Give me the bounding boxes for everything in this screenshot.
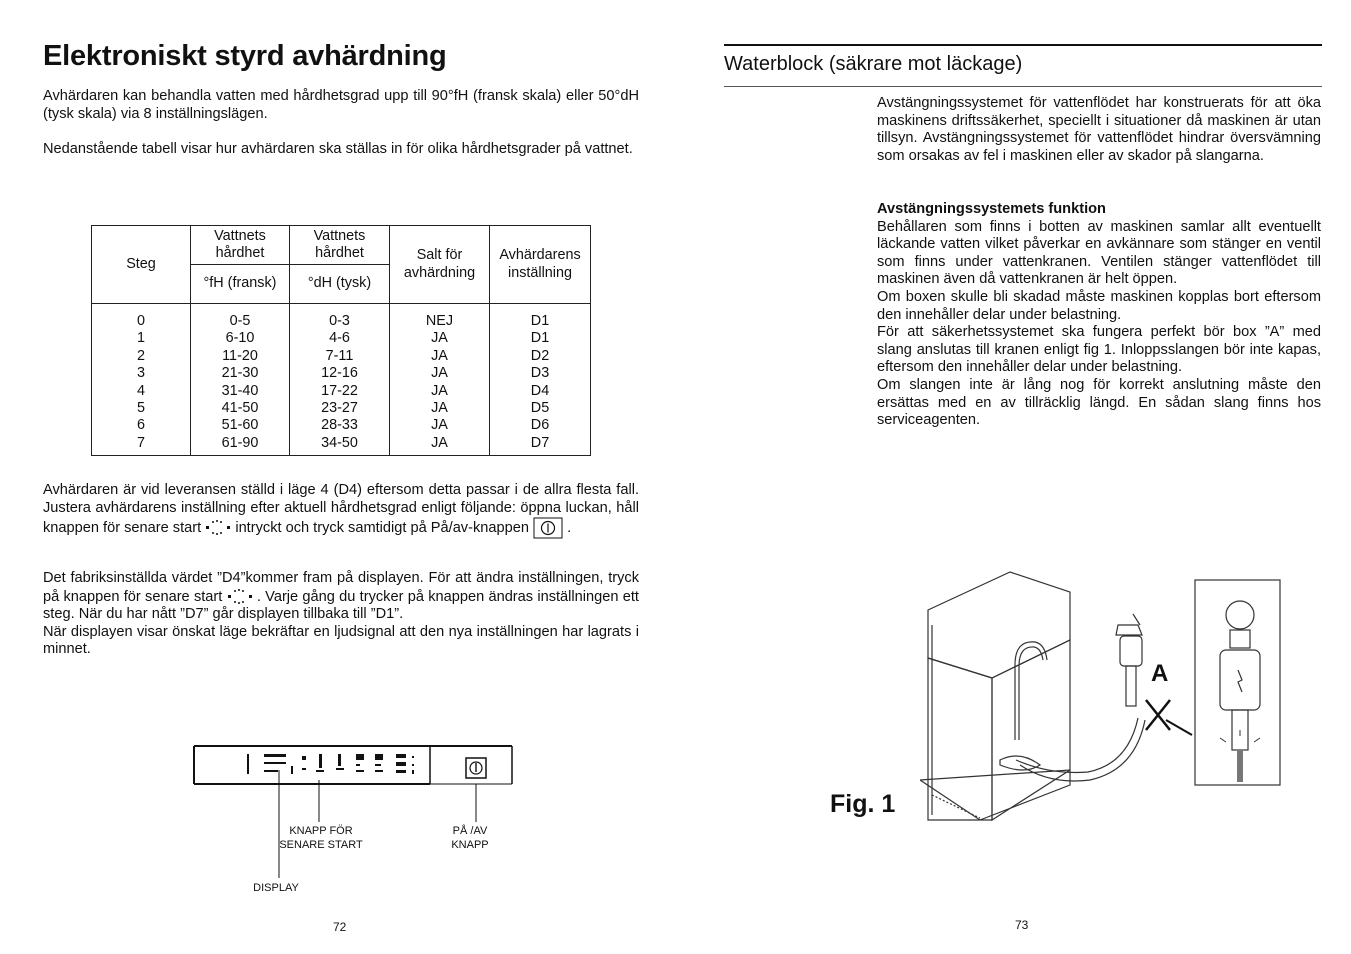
left-page-title: Elektroniskt styrd avhärdning <box>43 40 447 72</box>
label-line: SENARE START <box>279 839 363 851</box>
header-unit-fh: °fH (fransk) <box>191 265 290 304</box>
salt-value: JA <box>431 347 448 364</box>
setting-value: D1 <box>530 313 550 329</box>
delivery-paragraph <box>43 482 639 539</box>
dh-value: 23-27 <box>321 400 358 417</box>
dh-value: 34-50 <box>321 434 358 451</box>
dh-value: 4-6 <box>329 330 350 347</box>
delay-start-button-label <box>262 824 380 852</box>
dh-value: 7-11 <box>325 347 354 364</box>
column-dh-values <box>290 304 390 456</box>
setting-value: D2 <box>530 347 550 364</box>
factory-text-part2: . Varje gång du trycker på knappen ändras inställningen ett steg. När du har nått ”D7” går displayen tillbaka till ”D1”. <box>43 588 639 623</box>
intro-paragraph: Avhärdaren kan behandla vatten med hårdhetsgrad upp till 90°fH (fransk skala) eller 50°dH (tysk skala) via 8 inställningslägen. <box>43 88 639 122</box>
salt-value: JA <box>431 434 448 451</box>
box-damaged-text: Om boxen skulle bli skadad måste maskinen kopplas bort eftersom den innehåller delar under belastning. <box>877 288 1321 323</box>
setting-value: D5 <box>530 400 550 417</box>
box-connect-text: För att säkerhetssystemet ska fungera perfekt bör box ”A” med slang anslutas till kranen enligt fig 1. Inloppsslangen bör inte kapas, eftersom den innehåller delar under belastning. <box>877 324 1321 376</box>
hose-short-text: Om slangen inte är lång nog för korrekt anslutning måste den ersättas med en av tillräcklig längd. En sådan slang finns hos serviceagenten. <box>877 376 1321 429</box>
setting-value: D1 <box>530 330 550 347</box>
figure-label: Fig. 1 <box>830 790 896 818</box>
page-number-right: 73 <box>1015 918 1029 932</box>
salt-value: NEJ <box>425 313 454 329</box>
column-setting-values <box>490 304 591 456</box>
fh-value: 61-90 <box>221 434 259 451</box>
dh-value: 17-22 <box>321 382 358 399</box>
fh-value: 21-30 <box>221 365 259 382</box>
steg-value: 0 <box>136 313 145 329</box>
right-page-title: Waterblock (säkrare mot läckage) <box>724 53 1023 75</box>
fh-value: 11-20 <box>222 347 258 364</box>
display-label: DISPLAY <box>253 882 299 894</box>
steg-value: 2 <box>136 347 145 364</box>
setting-value: D4 <box>530 382 550 399</box>
dh-value: 12-16 <box>321 365 358 382</box>
waterblock-intro-paragraph: Avstängningssystemet för vattenflödet har konstruerats för att öka maskinens driftssäkerhet, speciellt i situationer då maskinen är utan tillsyn. Avstängningssystemet för vattenflödet hindrar översvämning som orsakas av fel i maskinen eller av skador på slangarna. <box>877 95 1321 164</box>
header-rule-bottom <box>724 86 1322 87</box>
salt-value: JA <box>431 382 448 399</box>
setting-value: D7 <box>530 434 550 451</box>
column-salt-values <box>390 304 490 456</box>
steg-value: 3 <box>136 365 145 382</box>
function-text: Behållaren som finns i botten av maskinen samlar allt eventuellt läckande vatten vilket påverkar en avkännare som stänger en ventil som finns under vattenkranen. Ventilen stänger vattenflödet till maskinen även då vattenkranen är helt öppen. <box>877 218 1321 288</box>
function-section <box>877 201 1321 430</box>
dh-value: 0-3 <box>329 313 350 329</box>
table-intro-paragraph: Nedanstående tabell visar hur avhärdaren ska ställas in för olika hårdhetsgrader på vattnet. <box>43 141 633 157</box>
label-line: KNAPP FÖR <box>289 825 353 837</box>
salt-value: JA <box>431 400 448 417</box>
fh-value: 41-50 <box>221 400 259 417</box>
label-line: PÅ /AV <box>452 825 488 837</box>
column-fh-values <box>191 304 290 456</box>
dh-value: 28-33 <box>321 417 358 434</box>
delay-start-icon <box>227 588 253 606</box>
steg-value: 6 <box>136 417 145 434</box>
steg-value: 5 <box>136 400 145 417</box>
steg-value: 4 <box>136 382 145 399</box>
header-salt: Salt för avhärdning <box>390 226 490 304</box>
delivery-text-part2: intryckt och tryck samtidigt på På/av-knappen <box>235 520 529 537</box>
delivery-text-part1: Avhärdaren är vid leveransen ställd i läge 4 (D4) eftersom detta passar i de allra flesta fall. Justera avhärdarens inställning efter aktuell hårdhetsgrad enligt följande: öppna luckan, håll knappen för senare start <box>43 482 639 537</box>
fh-value: 6-10 <box>225 330 255 347</box>
salt-value: JA <box>431 365 448 382</box>
header-hardness-de: Vattnets hårdhet <box>290 226 390 265</box>
delivery-text-part3: . <box>567 520 572 537</box>
steg-value: 7 <box>136 434 145 451</box>
fig1-illustration <box>920 570 1290 825</box>
factory-setting-paragraph <box>43 570 639 659</box>
fh-value: 51-60 <box>221 417 259 434</box>
header-unit-dh: °dH (tysk) <box>290 265 390 304</box>
salt-value: JA <box>431 417 448 434</box>
fh-value: 0-5 <box>229 313 251 329</box>
factory-text-part1: Det fabriksinställda värdet ”D4”kommer fram på displayen. För att ändra inställningen, tryck på knappen för senare start <box>43 570 639 605</box>
power-button-label <box>430 824 510 852</box>
page-number-left: 72 <box>333 920 347 934</box>
label-line: KNAPP <box>451 839 489 851</box>
column-steg-values <box>92 304 191 456</box>
hardness-table <box>91 225 591 456</box>
fh-value: 31-40 <box>221 382 259 399</box>
delay-start-icon <box>205 519 231 537</box>
header-steg: Steg <box>92 226 191 304</box>
steg-value: 1 <box>136 330 145 347</box>
header-rule-top <box>724 44 1322 46</box>
setting-value: D6 <box>530 417 550 434</box>
box-a-marker: A <box>1151 660 1169 687</box>
setting-value: D3 <box>530 365 550 382</box>
confirm-text: När displayen visar önskat läge bekräftar en ljudsignal att den nya inställningen har lagrats i minnet. <box>43 623 639 658</box>
salt-value: JA <box>431 330 448 347</box>
header-hardness-fr: Vattnets hårdhet <box>191 226 290 265</box>
function-heading: Avstängningssystemets funktion <box>877 201 1106 217</box>
header-setting: Avhärdarens inställning <box>490 226 591 304</box>
power-button-icon <box>533 517 563 539</box>
